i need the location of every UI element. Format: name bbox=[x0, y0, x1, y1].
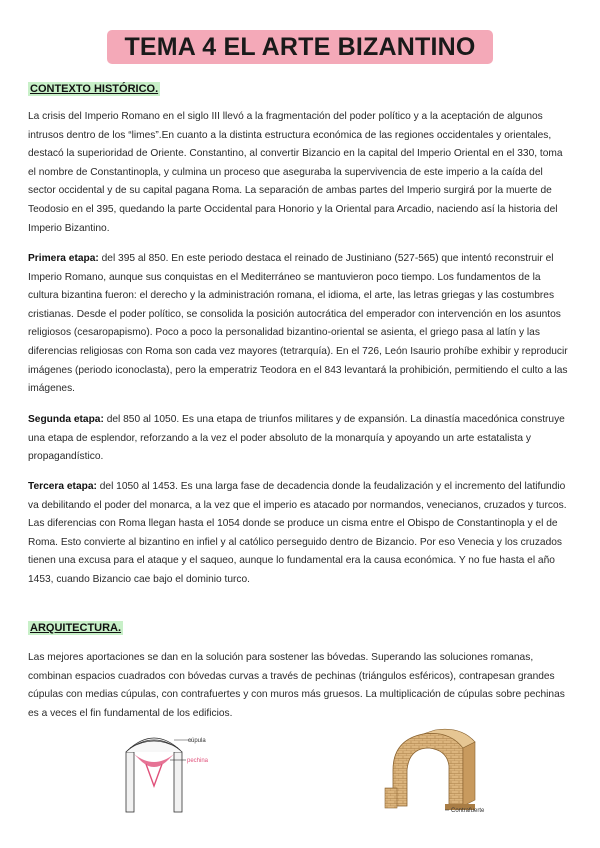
paragraph-primera-etapa bbox=[28, 250, 573, 399]
paragraph-intro: La crisis del Imperio Romano en el siglo III llevó a la fragmentación del poder político y a la aceptación de algunos intrusos dentro de los “limes”.En cuanto a la distinta estructura económica de las regiones occidentales y orientales, destacó la superioridad de Oriente. Constantino, al convertir Bizancio en la capital del Imperio Oriental en el 330, toma el nombre de Constantinopla, y culmina un proceso que aseguraba la supervivencia de este imperio a la caída del sector occidental y de su capital pagana Roma. La separación de ambas partes del Imperio surgirá por la muerte de Teodosio en el 395, quedando la parte Occidental para Honorio y la Oriental para Arcadio, naciendo así la historia del Imperio Bizantino. bbox=[28, 111, 563, 234]
label-pechina: pechina bbox=[187, 758, 208, 764]
page-title: TEMA 4 EL ARTE BIZANTINO bbox=[107, 30, 493, 64]
segunda-etapa-label: Segunda etapa: bbox=[28, 414, 104, 425]
pechina-shape bbox=[134, 754, 174, 767]
tercera-etapa-label: Tercera etapa: bbox=[28, 481, 97, 492]
primera-etapa-label: Primera etapa: bbox=[28, 253, 99, 264]
pechina-diagram-figure bbox=[118, 730, 208, 816]
paragraph-segunda-etapa bbox=[28, 411, 573, 467]
tercera-etapa-text: del 1050 al 1453. Es una larga fase de decadencia donde la feudalización y el incremento del latifundio va debilitando el poder del monarca, a la vez que el imperio es atacado por normandos, venecianos, cruzados y turcos. Las diferencias con Roma llegan hasta el 1054 donde se produce un cisma entre el Obispo de Constantinopla y el de Roma. Esto convierte al bizantino en infiel y al católico perseguido dentro de Bizancio. Por eso Venecia y los cruzados tienen una excusa para el ataque y el saqueo, aunque lo fundamental era la causa económica. Y no fue hasta el año 1453, cuando Bizancio cae bajo el dominio turco. bbox=[28, 481, 567, 585]
segunda-etapa-text: del 850 al 1050. Es una etapa de triunfos militares y de expansión. La dinastía macedónica construye una etapa de esplendor, reforzando a la vez el poder absoluto de la monarquía y apoyando un arte estatalista y propagandístico. bbox=[28, 414, 565, 463]
paragraph-tercera-etapa bbox=[28, 478, 573, 590]
heading-arquitectura: ARQUITECTURA. bbox=[30, 622, 122, 634]
label-cupula: cúpula bbox=[188, 738, 206, 744]
boveda-contrafuerte-figure bbox=[383, 726, 503, 818]
paragraph-arquitectura: Las mejores aportaciones se dan en la solución para sostener las bóvedas. Superando las soluciones romanas, combinan espacios cuadrados con bóvedas curvas a través de pechinas (triángulos esféricos), contrapesan grandes cúpulas con medias cúpulas, con contrafuertes y con muros más gruesos. La multiplicación de cúpulas sobre pechinas es a veces el fin fundamental de los edificios. bbox=[28, 652, 565, 719]
vault-arch bbox=[393, 733, 463, 806]
heading-contexto-historico: CONTEXTO HISTÓRICO. bbox=[30, 83, 159, 95]
primera-etapa-text: del 395 al 850. En este periodo destaca el reinado de Justiniano (527-565) que intentó reconstruir el Imperio Romano, aunque sus conquistas en el Mediterráneo se mantuvieron poco tiempo. Los fundamentos de la cultura bizantina fueron: el derecho y la administración romana, el idioma, el arte, las letras griegas y las costumbres cristianas. Desde el poder político, se consolida la posición autocrática del emperador con intervención en los asuntos religiosos (cesaropapismo). Poco a poco la personalidad bizantino-oriental se asienta, el griego pasa al latín y las diferencias religiosas con Roma son cada vez mayores (tetrarquía). En el 726, León Isaurio prohíbe exhibir y reproducir imágenes (periodo iconoclasta), pero la emperatriz Teodora en el 843 levantará la prohibición, permitiendo el culto a las imágenes. bbox=[28, 253, 568, 395]
label-contrafuerte: Contrafuerte bbox=[451, 808, 485, 814]
buttress bbox=[385, 788, 397, 808]
